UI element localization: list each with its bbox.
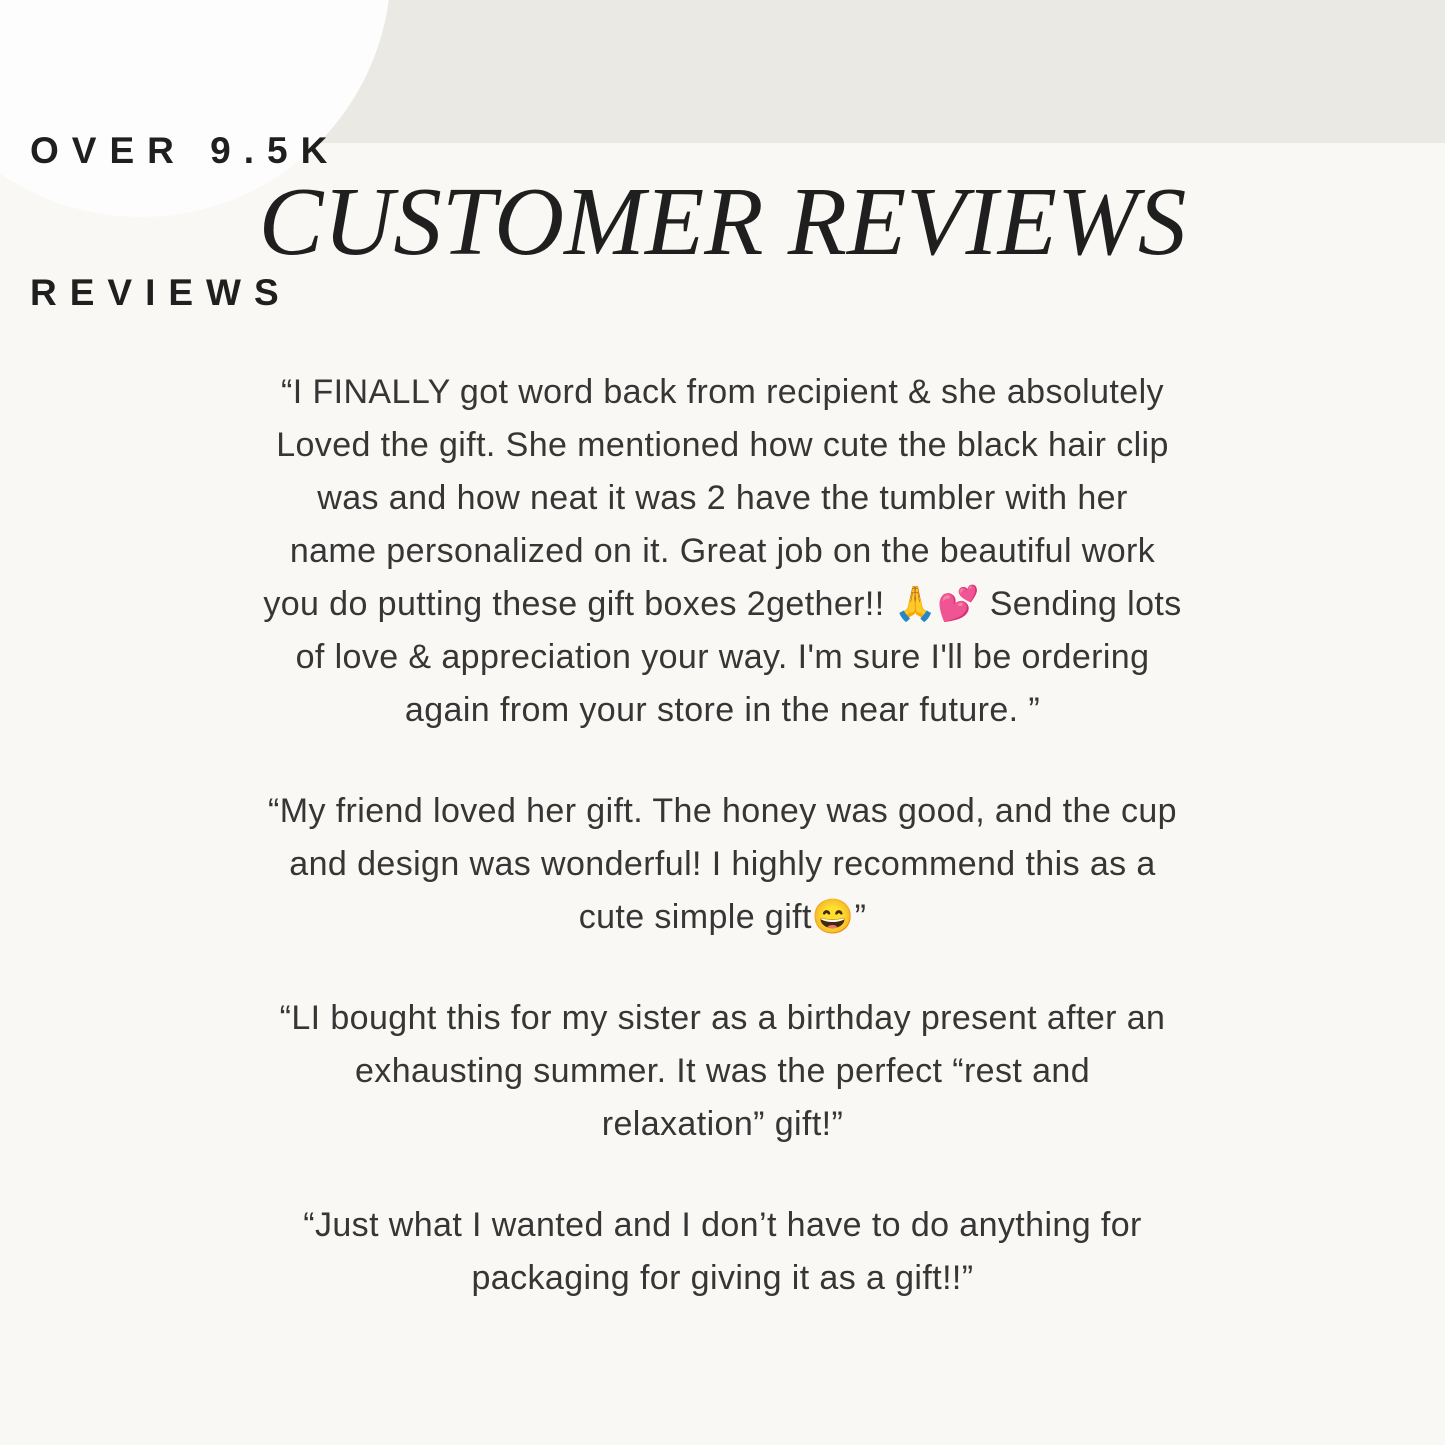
review-quote-2: “My friend loved her gift. The honey was good, and the cup and design was wonderful! I highly recommend this as a cute simple gift😄” (268, 792, 1177, 936)
review-quote-3: “LI bought this for my sister as a birthday present after an exhausting summer. It was the perfect “rest and relaxation” gift!” (279, 999, 1166, 1143)
reviews-list (143, 366, 1303, 1305)
review-quote-4: “Just what I wanted and I don’t have to do anything for packaging for giving it as a gift!!” (303, 1206, 1142, 1297)
badge-line-reviews: REVIEWS (30, 272, 292, 313)
review-quote-1: “I FINALLY got word back from recipient & she absolutely Loved the gift. She mentioned how cute the black hair clip was and how neat it was 2 have the tumbler with her name personalized on it. Great job on the beautiful work you do putting these gift boxes 2gether!! 🙏💕 Sending lots of love & appreciation your way. I'm sure I'll be ordering again from your store in the near future. ” (263, 373, 1182, 729)
badge-line-over-count: OVER 9.5K (30, 130, 341, 171)
page-title: CUSTOMER REVIEWS (258, 168, 1187, 275)
